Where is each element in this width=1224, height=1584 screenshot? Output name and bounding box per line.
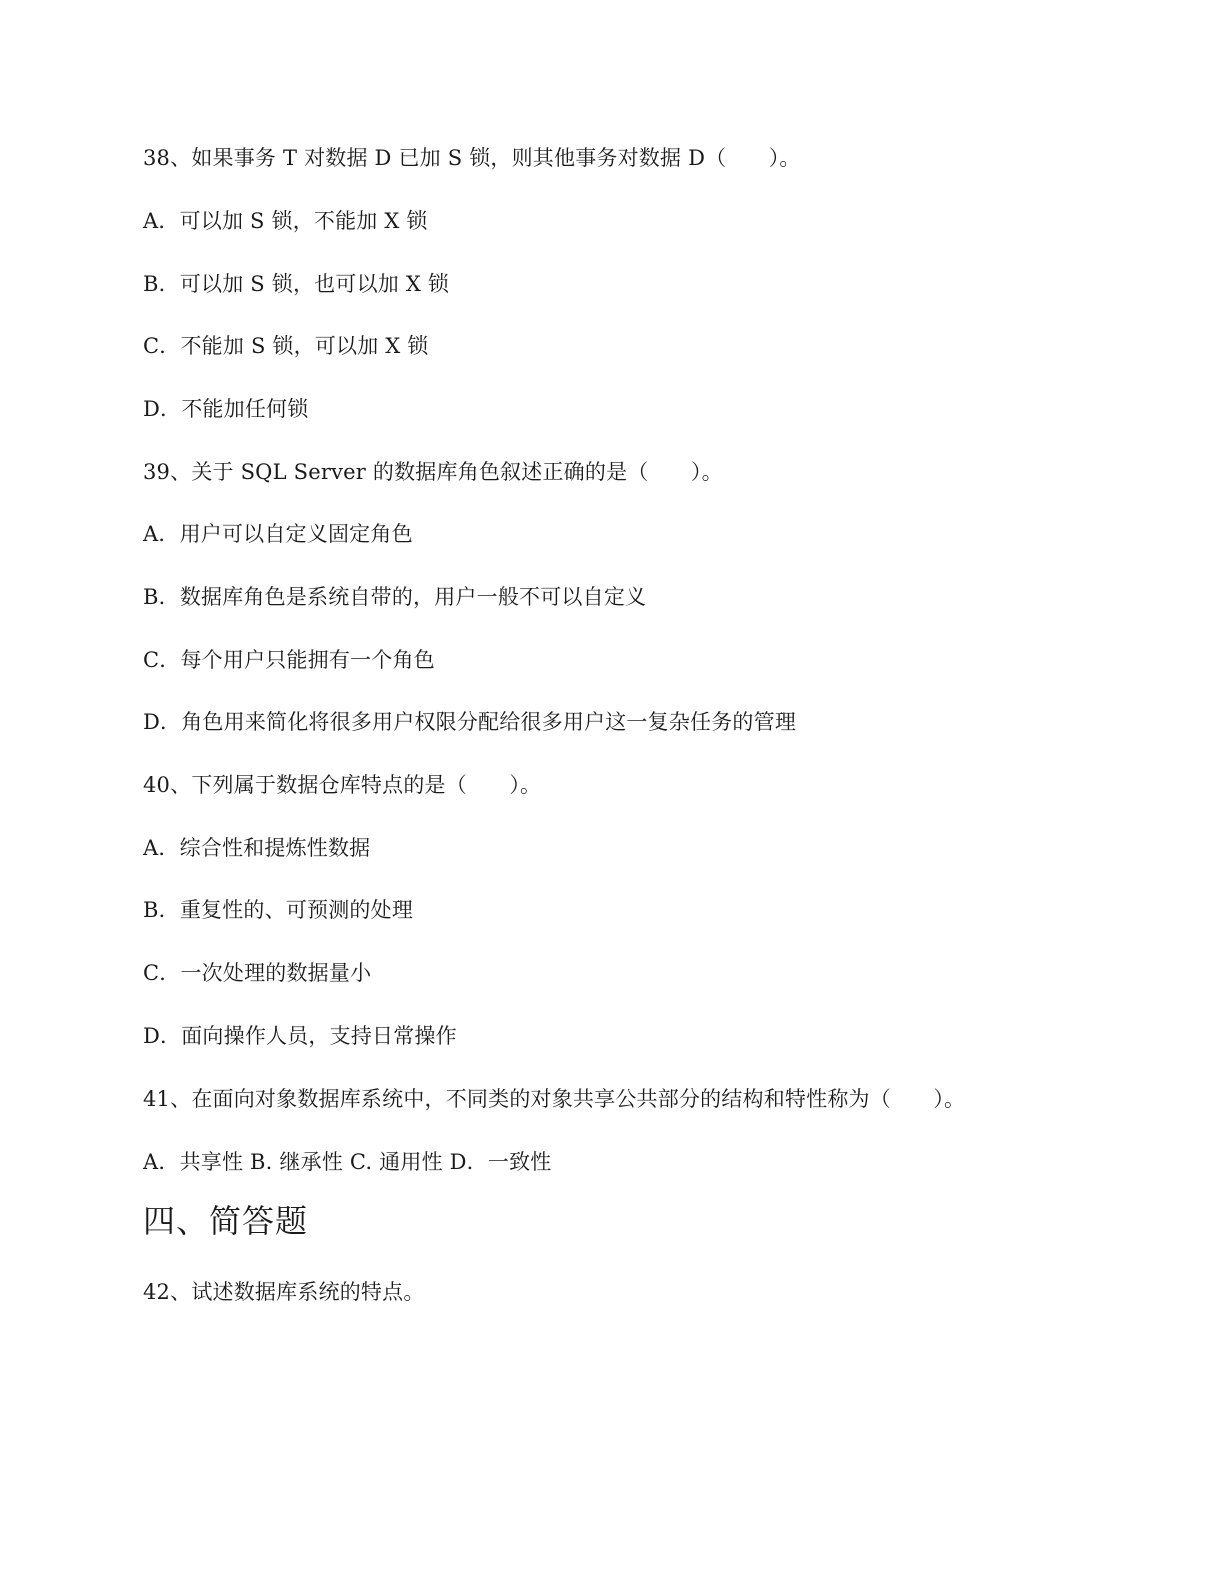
question-40-option-d: D．面向操作人员，支持日常操作 (143, 1024, 457, 1048)
question-41-stem: 41、在面向对象数据库系统中，不同类的对象共享公共部分的结构和特性称为（ ）。 (143, 1087, 966, 1111)
question-40-option-c: C．一次处理的数据量小 (143, 961, 372, 985)
question-40-option-b: B．重复性的、可预测的处理 (143, 898, 414, 922)
question-41-options: A．共享性 B. 继承性 C. 通用性 D．一致性 (143, 1150, 552, 1174)
question-39-option-b: B．数据库角色是系统自带的，用户一般不可以自定义 (143, 585, 647, 609)
question-39-option-a: A．用户可以自定义固定角色 (143, 522, 413, 546)
question-39-option-c: C．每个用户只能拥有一个角色 (143, 648, 435, 672)
question-38-option-c: C．不能加 S 锁，可以加 X 锁 (143, 334, 429, 358)
question-42-stem: 42、试述数据库系统的特点。 (143, 1280, 425, 1304)
question-38-option-b: B．可以加 S 锁，也可以加 X 锁 (143, 272, 450, 296)
section-heading: 四、简答题 (143, 1202, 309, 1240)
question-38-option-a: A．可以加 S 锁，不能加 X 锁 (143, 209, 428, 233)
question-40-option-a: A．综合性和提炼性数据 (143, 836, 371, 860)
question-39-stem: 39、关于 SQL Server 的数据库角色叙述正确的是（ ）。 (143, 460, 723, 484)
question-38-stem: 38、如果事务 T 对数据 D 已加 S 锁，则其他事务对数据 D（ ）。 (143, 146, 801, 170)
question-38-option-d: D．不能加任何锁 (143, 397, 309, 421)
question-40-stem: 40、下列属于数据仓库特点的是（ ）。 (143, 773, 542, 797)
question-39-option-d: D．角色用来简化将很多用户权限分配给很多用户这一复杂任务的管理 (143, 710, 797, 734)
